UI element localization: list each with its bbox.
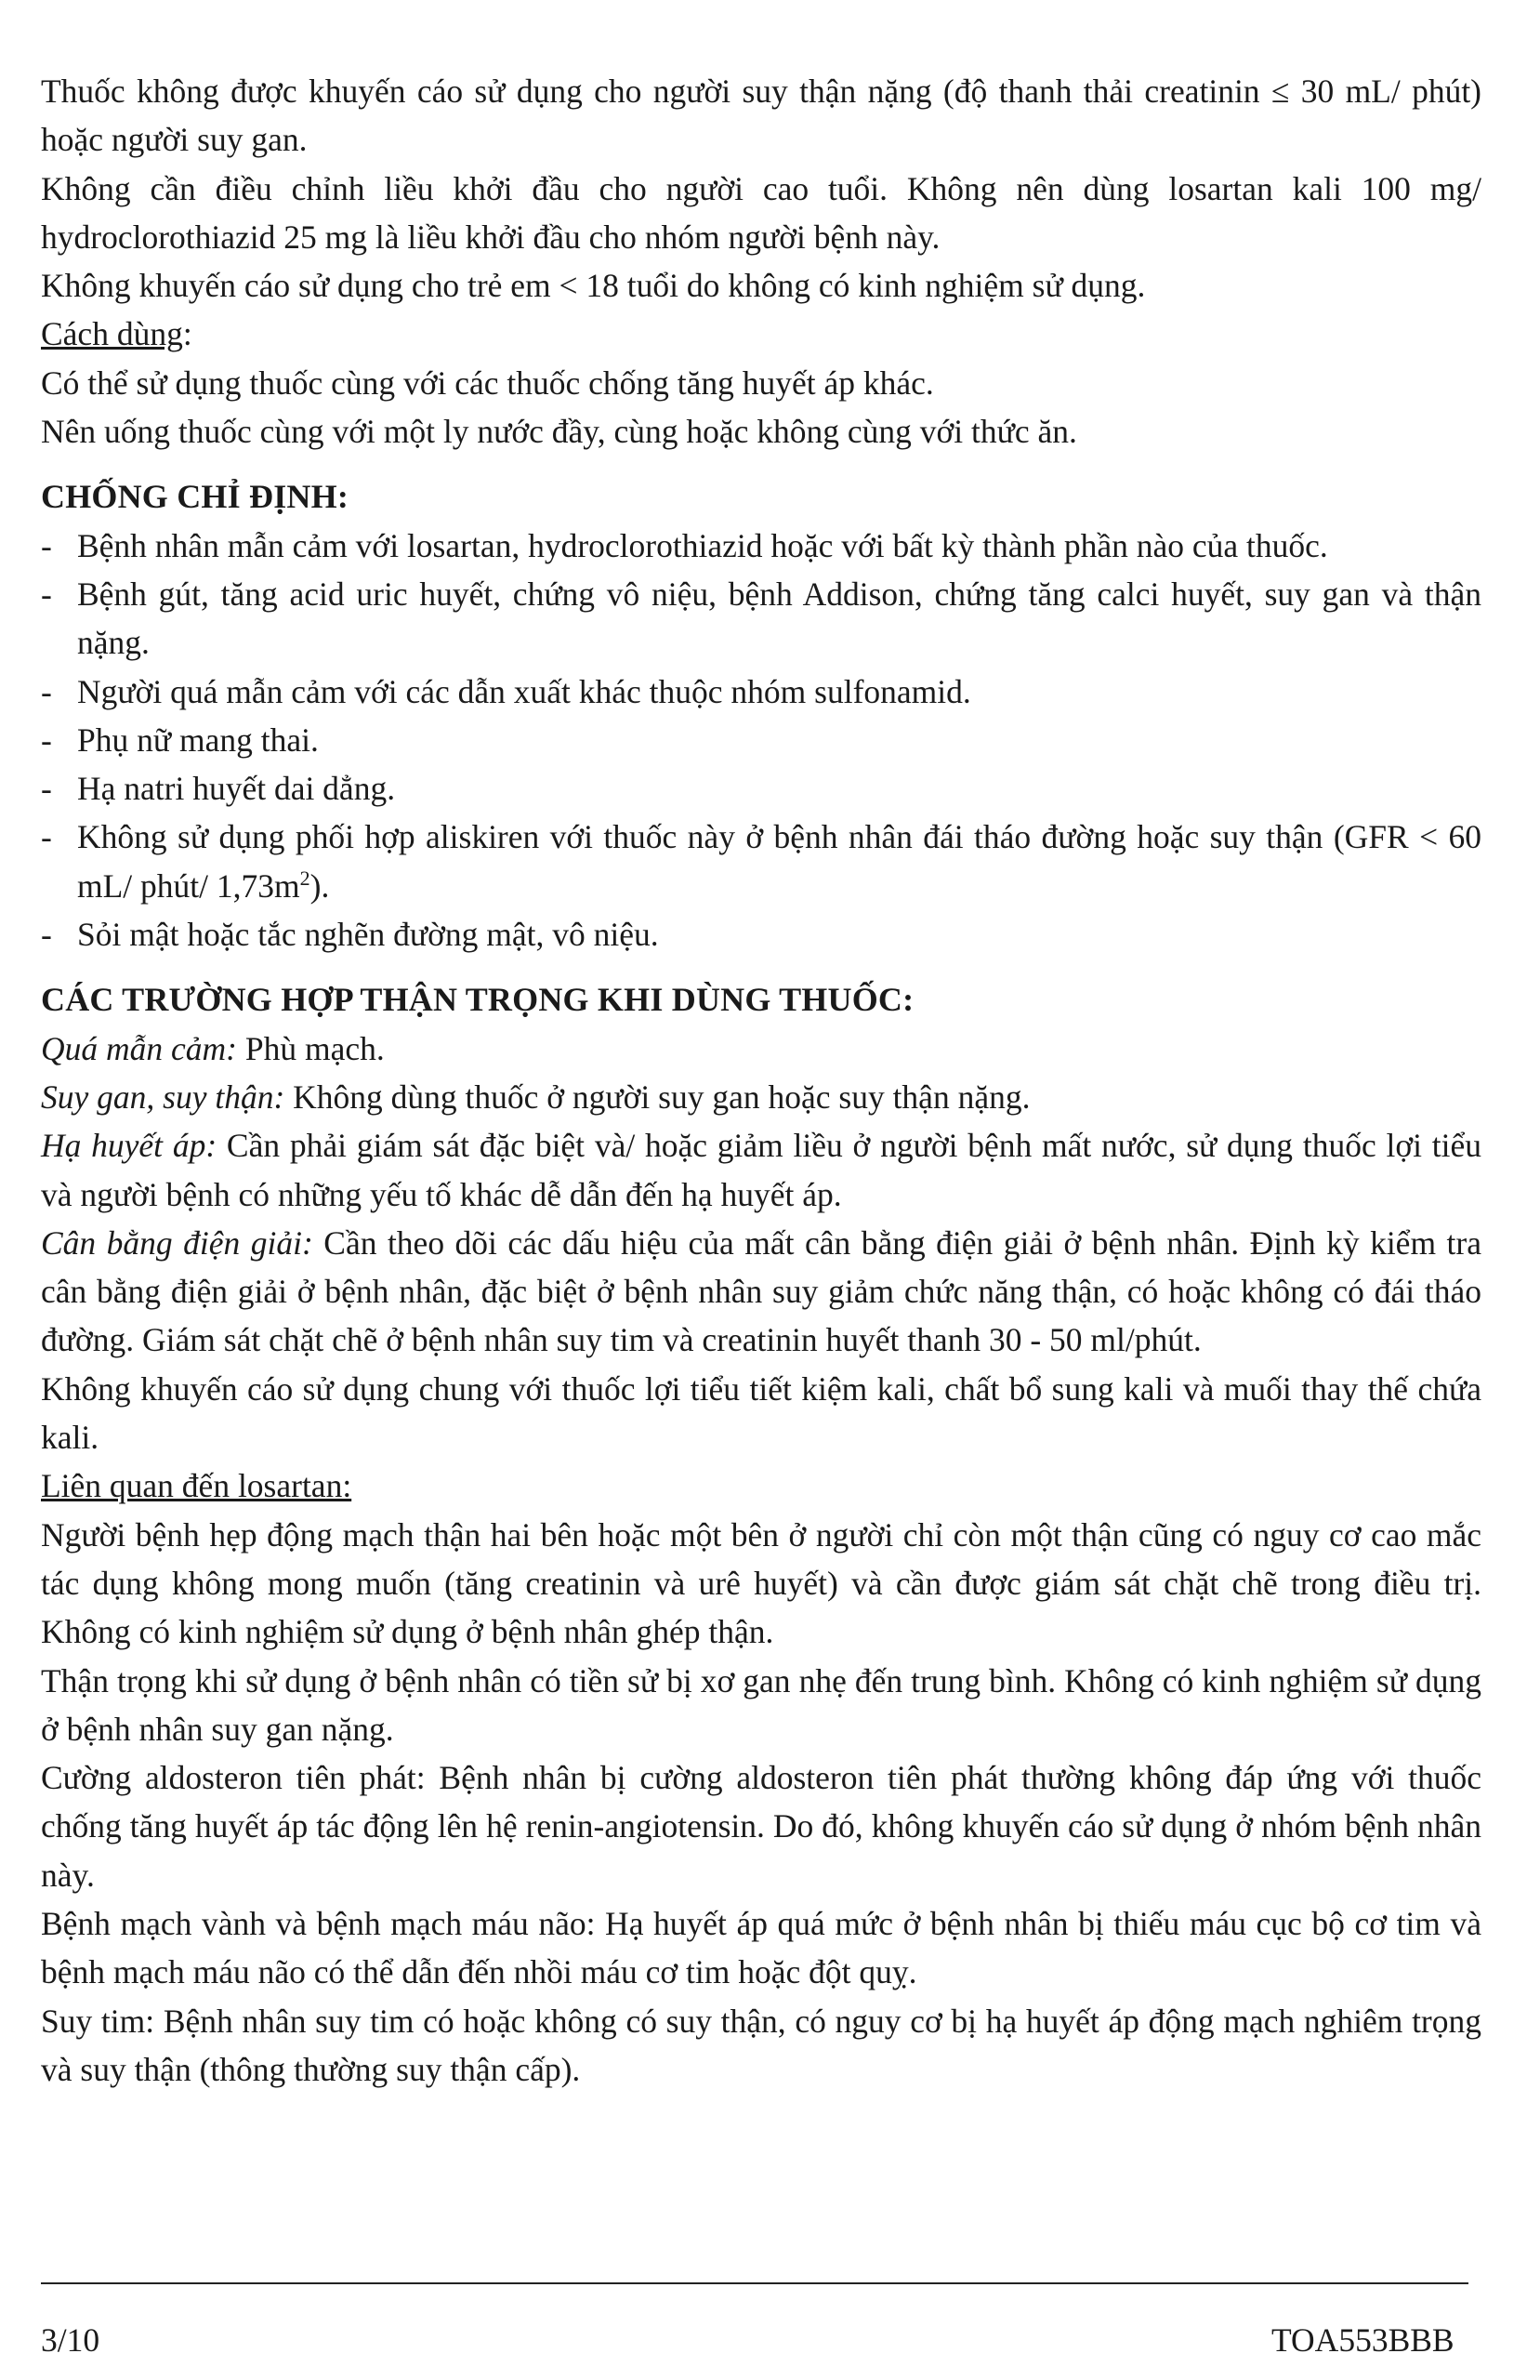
losartan-paragraph: Thận trọng khi sử dụng ở bệnh nhân có tiền sử bị xơ gan nhẹ đến trung bình. Không có kinh nghiệm sử dụng ở bệnh nhân suy gan nặng. xyxy=(41,1661,1481,1748)
losartan-heading-line xyxy=(41,1461,1481,1510)
losartan-paragraph: Cường aldosteron tiên phát: Bệnh nhân bị cường aldosteron tiên phát thường không đáp ứng với thuốc chống tăng huyết áp tác động lên hệ renin-angiotensin. Do đó, không khuyến cáo sử dụng ở nhóm bệnh nhân này. xyxy=(41,1759,1481,1894)
list-dash: - xyxy=(41,672,52,710)
losartan-heading: Liên quan đến losartan: xyxy=(41,1467,352,1505)
document-code: TOA553BBB xyxy=(1271,2321,1454,2359)
list-item xyxy=(41,813,1481,910)
usage-colon: : xyxy=(182,315,192,353)
list-dash: - xyxy=(41,818,52,856)
list-item-text: Phụ nữ mang thai. xyxy=(77,721,319,759)
liver-kidney-paragraph xyxy=(41,1073,1481,1121)
list-dash: - xyxy=(41,721,52,759)
intro-paragraph: Không khuyến cáo sử dụng cho trẻ em < 18 tuổi do không có kinh nghiệm sử dụng. xyxy=(41,267,1146,305)
list-item-text: Hạ natri huyết dai dẳng. xyxy=(77,770,396,808)
hypotension-text: Cần phải giám sát đặc biệt và/ hoặc giảm liều ở người bệnh mất nước, sử dụng thuốc lợi tiểu và người bệnh có những yếu tố khác dễ dẫn đến hạ huyết áp. xyxy=(41,1127,1481,1213)
list-item-text: Người quá mẫn cảm với các dẫn xuất khác thuộc nhóm sulfonamid. xyxy=(77,672,971,710)
list-item xyxy=(41,668,1481,716)
footer-divider xyxy=(41,2282,1468,2284)
potassium-paragraph: Không khuyến cáo sử dụng chung với thuốc lợi tiểu tiết kiệm kali, chất bổ sung kali và muối thay thế chứa kali. xyxy=(41,1369,1481,1457)
electrolyte-label: Cân bằng điện giải: xyxy=(41,1223,313,1262)
hypotension-paragraph xyxy=(41,1121,1481,1219)
usage-heading-line xyxy=(41,310,1481,358)
list-item-text: Không sử dụng phối hợp aliskiren với thuốc này ở bệnh nhân đái tháo đường hoặc suy thận (GFR < 60 mL/ phút/ 1,73m xyxy=(77,818,1481,905)
precautions-heading: CÁC TRƯỜNG HỢP THẬN TRỌNG KHI DÙNG THUỐC: xyxy=(41,981,915,1019)
hypotension-label: Hạ huyết áp: xyxy=(41,1127,217,1165)
list-dash: - xyxy=(41,526,52,564)
usage-paragraph: Có thể sử dụng thuốc cùng với các thuốc chống tăng huyết áp khác. xyxy=(41,364,934,402)
list-item xyxy=(41,764,1481,813)
electrolyte-text: Cần theo dõi các dấu hiệu của mất cân bằng điện giải ở bệnh nhân. Định kỳ kiểm tra cân bằng điện giải ở bệnh nhân, đặc biệt ở bệnh nhân suy giảm chức năng thận, có hoặc không có đái tháo đường. Giám sát chặt chẽ ở bệnh nhân suy tim và creatinin huyết thanh 30 - 50 ml/phút. xyxy=(41,1223,1481,1359)
list-item xyxy=(41,716,1481,764)
list-item xyxy=(41,522,1481,570)
document-body xyxy=(41,67,1481,2094)
contraindications-heading: CHỐNG CHỈ ĐỊNH: xyxy=(41,478,349,516)
electrolyte-paragraph xyxy=(41,1219,1481,1365)
list-item xyxy=(41,570,1481,668)
list-item-text: Sỏi mật hoặc tắc nghẽn đường mật, vô niệu. xyxy=(77,916,659,954)
intro-paragraph: Không cần điều chỉnh liều khởi đầu cho người cao tuổi. Không nên dùng losartan kali 100 mg/ hydroclorothiazid 25 mg là liều khởi đầu cho nhóm người bệnh này. xyxy=(41,169,1481,256)
intro-paragraph: Thuốc không được khuyến cáo sử dụng cho người suy thận nặng (độ thanh thải creatinin ≤ 30 mL/ phút) hoặc người suy gan. xyxy=(41,73,1481,159)
list-item xyxy=(41,910,1481,959)
hypersensitivity-label: Quá mẫn cảm: xyxy=(41,1029,237,1067)
list-dash: - xyxy=(41,575,52,613)
hypersensitivity-paragraph xyxy=(41,1025,1481,1073)
hypersensitivity-text: Phù mạch. xyxy=(237,1029,385,1067)
list-item-text: Bệnh nhân mẫn cảm với losartan, hydroclorothiazid hoặc với bất kỳ thành phần nào của thuốc. xyxy=(77,526,1328,564)
losartan-paragraph: Người bệnh hẹp động mạch thận hai bên hoặc một bên ở người chỉ còn một thận cũng có nguy cơ cao mắc tác dụng không mong muốn (tăng creatinin và urê huyết) và cần được giám sát chặt chẽ trong điều trị. Không có kinh nghiệm sử dụng ở bệnh nhân ghép thận. xyxy=(41,1515,1481,1651)
list-item-text: Bệnh gút, tăng acid uric huyết, chứng vô niệu, bệnh Addison, chứng tăng calci huyết, suy gan và thận nặng. xyxy=(77,575,1481,662)
superscript: 2 xyxy=(299,866,310,890)
usage-paragraph: Nên uống thuốc cùng với một ly nước đầy, cùng hoặc không cùng với thức ăn. xyxy=(41,413,1077,451)
usage-heading: Cách dùng xyxy=(41,315,183,353)
page-number: 3/10 xyxy=(41,2321,100,2359)
losartan-paragraph: Suy tim: Bệnh nhân suy tim có hoặc không có suy thận, có nguy cơ bị hạ huyết áp động mạch nghiêm trọng và suy thận (thông thường suy thận cấp). xyxy=(41,2002,1481,2088)
list-dash: - xyxy=(41,770,52,808)
liver-kidney-text: Không dùng thuốc ở người suy gan hoặc suy thận nặng. xyxy=(284,1078,1031,1116)
losartan-paragraph: Bệnh mạch vành và bệnh mạch máu não: Hạ huyết áp quá mức ở bệnh nhân bị thiếu máu cục bộ cơ tim và bệnh mạch máu não có thể dẫn đến nhồi máu cơ tim hoặc đột quỵ. xyxy=(41,1904,1481,1991)
list-item-tail: ). xyxy=(309,866,330,905)
list-dash: - xyxy=(41,916,52,954)
liver-kidney-label: Suy gan, suy thận: xyxy=(41,1078,285,1116)
